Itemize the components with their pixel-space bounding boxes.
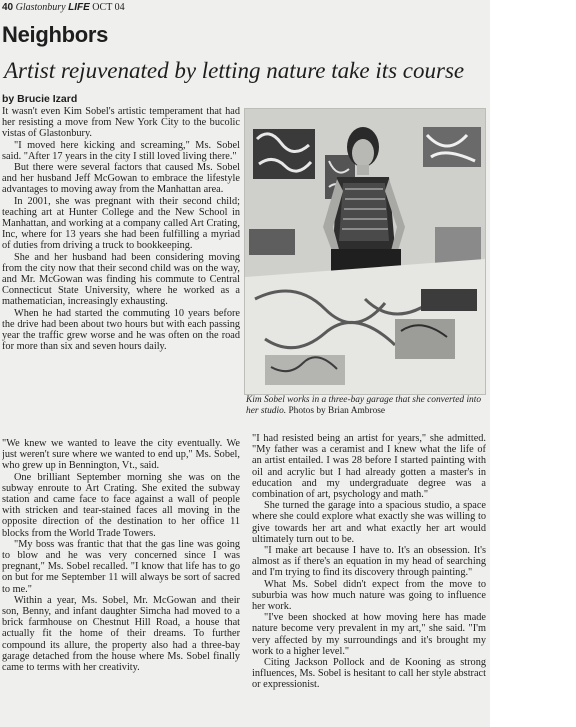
artist-in-studio-image <box>245 109 485 394</box>
paragraph: "I've been shocked at how moving here has made nature become very prevalent in my art," she said. "I'm very affected by my surroundings and it's brought my work to a higher level." <box>252 612 486 657</box>
headline: Artist rejuvenated by letting nature take its course <box>4 58 465 83</box>
studio-photo <box>244 108 486 395</box>
article-column-3 <box>252 433 486 727</box>
paragraph: "We knew we wanted to leave the city eventually. We just weren't sure where we wanted to end up," Ms. Sobel, who grew up in Bennington, Vt., said. <box>2 438 240 472</box>
paragraph: She and her husband had been considering moving from the city now that their second child was on the way, and Mr. McGowan was finding his commute to Central Connecticut State University, where he worked as a mathematician, increasingly exhausting. <box>2 251 240 308</box>
paragraph: "I moved here kicking and screaming," Ms. Sobel said. "After 17 years in the city I still loved living there." <box>2 139 240 162</box>
paragraph: It wasn't even Kim Sobel's artistic temperament that had her resisting a move from New York City to the bucolic vistas of Glastonbury. <box>2 106 240 140</box>
article-column-2 <box>2 438 240 727</box>
caption-text: Kim Sobel works in a three-bay garage that she converted into her studio. <box>246 395 482 416</box>
paragraph: "My boss was frantic that that the gas line was going to blow and he was very concerned since I was pregnant," Ms. Sobel recalled. "I know that life has to go on but for me September 11 will always be sort of sacred to me." <box>2 538 240 595</box>
publication-name-bold: LIFE <box>68 2 90 13</box>
byline: by Brucie Izard <box>2 93 78 105</box>
issue-date: OCT 04 <box>92 2 125 13</box>
paragraph: In 2001, she was pregnant with their second child; teaching art at Hunter College and the New School in Manhattan, and working at a company called Art Crating, Inc, where for 13 years she had been fulfilling a myriad of duties from driving a truck to bookkeeping. <box>2 195 240 252</box>
section-title: Neighbors <box>2 22 109 47</box>
photo-credit: Photos by Brian Ambrose <box>288 406 386 416</box>
paragraph: Within a year, Ms. Sobel, Mr. McGowan and their son, Benny, and infant daughter Simcha had moved to a brick farmhouse on Chestnut Hill Road, a house that actually fit the home of their dreams. To further compound its allure, the property also had a three-bay garage detached from the house where Ms. Sobel finally came to terms with her creativity. <box>2 594 240 674</box>
photo-caption <box>246 395 484 417</box>
paragraph: What Ms. Sobel didn't expect from the move to suburbia was how much nature was going to influence her work. <box>252 578 486 613</box>
page-folio <box>2 2 125 13</box>
paragraph: "I had resisted being an artist for years," she admitted. "My father was a ceramist and I knew what the life of an artist entailed. I was 28 before I started painting with oil and acrylic but I had already gotten a master's in education and my undergraduate degree was a combination of art, psychology and math." <box>252 433 486 501</box>
page-number: 40 <box>2 2 14 13</box>
paragraph: When he had started the commuting 10 years before the drive had been about two hours but with each passing year the traffic grew worse and he was often on the road for more than six and seven hours daily. <box>2 307 240 353</box>
publication-name: Glastonbury <box>15 2 66 13</box>
paragraph: "I make art because I have to. It's an obsession. It's almost as if there's an equation in my head of searching and I'm trying to find its discovery through painting." <box>252 545 486 579</box>
paragraph: One brilliant September morning she was on the subway enroute to Art Crating. She exited the subway station and came face to face against a wall of people with stricken and tear-stained faces all moving in the opposite direction of the destination to her office 11 blocks from the World Trade Towers. <box>2 471 240 539</box>
paragraph: Citing Jackson Pollock and de Kooning as strong influences, Ms. Sobel is hesitant to call her style abstract or expressionist. <box>252 657 486 691</box>
paragraph: But there were several factors that caused Ms. Sobel and her husband Jeff McGowan to embrace the lifestyle advantages to moving away from the Manhattan area. <box>2 162 240 196</box>
article-column-1 <box>2 106 240 428</box>
paragraph: She turned the garage into a spacious studio, a space where she could explore what exactly she was willing to give towards her art and what exactly her art would ultimately turn out to be. <box>252 500 486 545</box>
